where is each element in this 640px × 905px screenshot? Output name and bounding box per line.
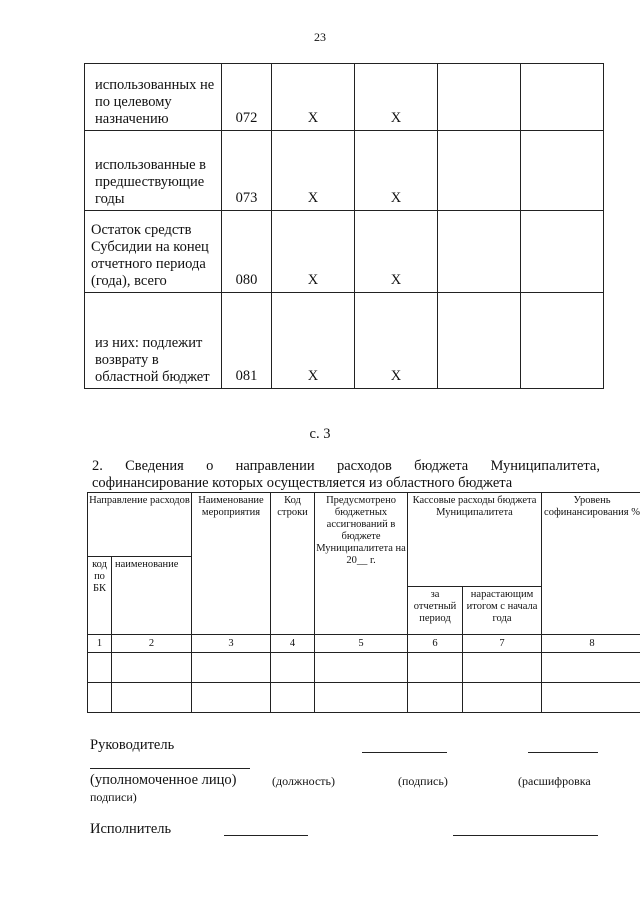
column-number: 2 xyxy=(112,635,192,653)
table-row xyxy=(85,64,604,131)
heading-word: направлении xyxy=(235,458,315,474)
empty-cell xyxy=(192,653,271,683)
row-x-mark: X xyxy=(355,131,438,211)
empty-cell xyxy=(408,683,463,713)
subsidy-balance-table xyxy=(84,63,604,389)
header-period: за отчетный период xyxy=(408,587,463,635)
empty-cell xyxy=(438,293,521,389)
heading-number: 2. xyxy=(92,458,103,474)
column-number: 5 xyxy=(315,635,408,653)
row-label: Остаток средств Субсидии на конец отчетного периода (года), всего xyxy=(85,211,222,293)
header-row xyxy=(88,493,640,557)
row-x-mark: X xyxy=(272,211,355,293)
signature-label: (подпись) xyxy=(398,774,448,788)
empty-cell xyxy=(438,64,521,131)
position-label: (должность) xyxy=(272,774,335,788)
empty-cell xyxy=(192,683,271,713)
row-label: использованных не по целевому назначению xyxy=(85,64,222,131)
empty-cell xyxy=(521,64,604,131)
row-x-mark: X xyxy=(272,293,355,389)
empty-cell xyxy=(438,211,521,293)
empty-cell xyxy=(112,683,192,713)
empty-cell xyxy=(521,131,604,211)
signature-line xyxy=(528,752,598,753)
heading-word: о xyxy=(206,458,214,474)
head-label: Руководитель xyxy=(90,737,175,753)
executor-position-line xyxy=(224,835,308,836)
row-label: использованные в предшествующие годы xyxy=(85,131,222,211)
empty-cell xyxy=(521,211,604,293)
authorized-line xyxy=(90,768,250,769)
column-number: 3 xyxy=(192,635,271,653)
row-x-mark: X xyxy=(355,64,438,131)
section-label: с. 3 xyxy=(309,426,331,442)
column-number: 6 xyxy=(408,635,463,653)
decoding-label: (расшифровка xyxy=(518,774,591,788)
heading-line-2: софинансирование которых осуществляется из областного бюджета xyxy=(92,475,513,491)
empty-cell xyxy=(542,683,640,713)
empty-cell xyxy=(271,683,315,713)
empty-cell xyxy=(112,653,192,683)
heading-word: бюджета xyxy=(414,458,469,474)
executor-name-line xyxy=(453,835,598,836)
column-number: 4 xyxy=(271,635,315,653)
empty-cell xyxy=(438,131,521,211)
table-row xyxy=(88,683,640,713)
empty-cell xyxy=(315,653,408,683)
heading-word: расходов xyxy=(336,458,392,474)
table-row xyxy=(88,653,640,683)
heading-word: Сведения xyxy=(125,458,184,474)
empty-cell xyxy=(88,683,112,713)
row-label: из них: подлежит возврату в областной бюджет xyxy=(85,293,222,389)
column-number: 8 xyxy=(542,635,640,653)
empty-cell xyxy=(88,653,112,683)
table-row xyxy=(85,211,604,293)
authorized-person-label: (уполномоченное лицо) xyxy=(90,772,237,788)
row-code: 073 xyxy=(222,131,272,211)
empty-cell xyxy=(408,653,463,683)
row-code: 080 xyxy=(222,211,272,293)
table-row xyxy=(85,293,604,389)
empty-cell xyxy=(315,683,408,713)
row-x-mark: X xyxy=(355,211,438,293)
header-planned: Предусмотрено бюджетных ассигнований в бюджете Муниципалитета на 20__ г. xyxy=(315,493,408,635)
empty-cell xyxy=(542,653,640,683)
row-code: 072 xyxy=(222,64,272,131)
header-name: наименование xyxy=(112,557,192,635)
row-x-mark: X xyxy=(272,64,355,131)
row-code: 081 xyxy=(222,293,272,389)
header-line-code: Код строки xyxy=(271,493,315,635)
empty-cell xyxy=(521,293,604,389)
header-level: Уровень софинансирования % xyxy=(542,493,640,635)
row-x-mark: X xyxy=(272,131,355,211)
page-number: 23 xyxy=(314,30,326,44)
header-direction: Направление расходов xyxy=(88,493,192,557)
row-x-mark: X xyxy=(355,293,438,389)
column-number-row xyxy=(88,635,640,653)
empty-cell xyxy=(463,683,542,713)
empty-cell xyxy=(271,653,315,683)
column-number: 1 xyxy=(88,635,112,653)
position-line xyxy=(362,752,447,753)
header-bk-code: код по БК xyxy=(88,557,112,635)
heading-word: Муниципалитета, xyxy=(490,458,600,474)
expenditure-table xyxy=(87,492,640,713)
section-heading xyxy=(92,458,600,492)
header-cash: Кассовые расходы бюджета Муниципалитета xyxy=(408,493,542,587)
decoding-label-2: подписи) xyxy=(90,790,137,804)
header-event-name: Наименование мероприятия xyxy=(192,493,271,635)
column-number: 7 xyxy=(463,635,542,653)
table-row xyxy=(85,131,604,211)
empty-cell xyxy=(463,653,542,683)
header-cumulative: нарастающим итогом с начала года xyxy=(463,587,542,635)
executor-label: Исполнитель xyxy=(90,821,172,837)
